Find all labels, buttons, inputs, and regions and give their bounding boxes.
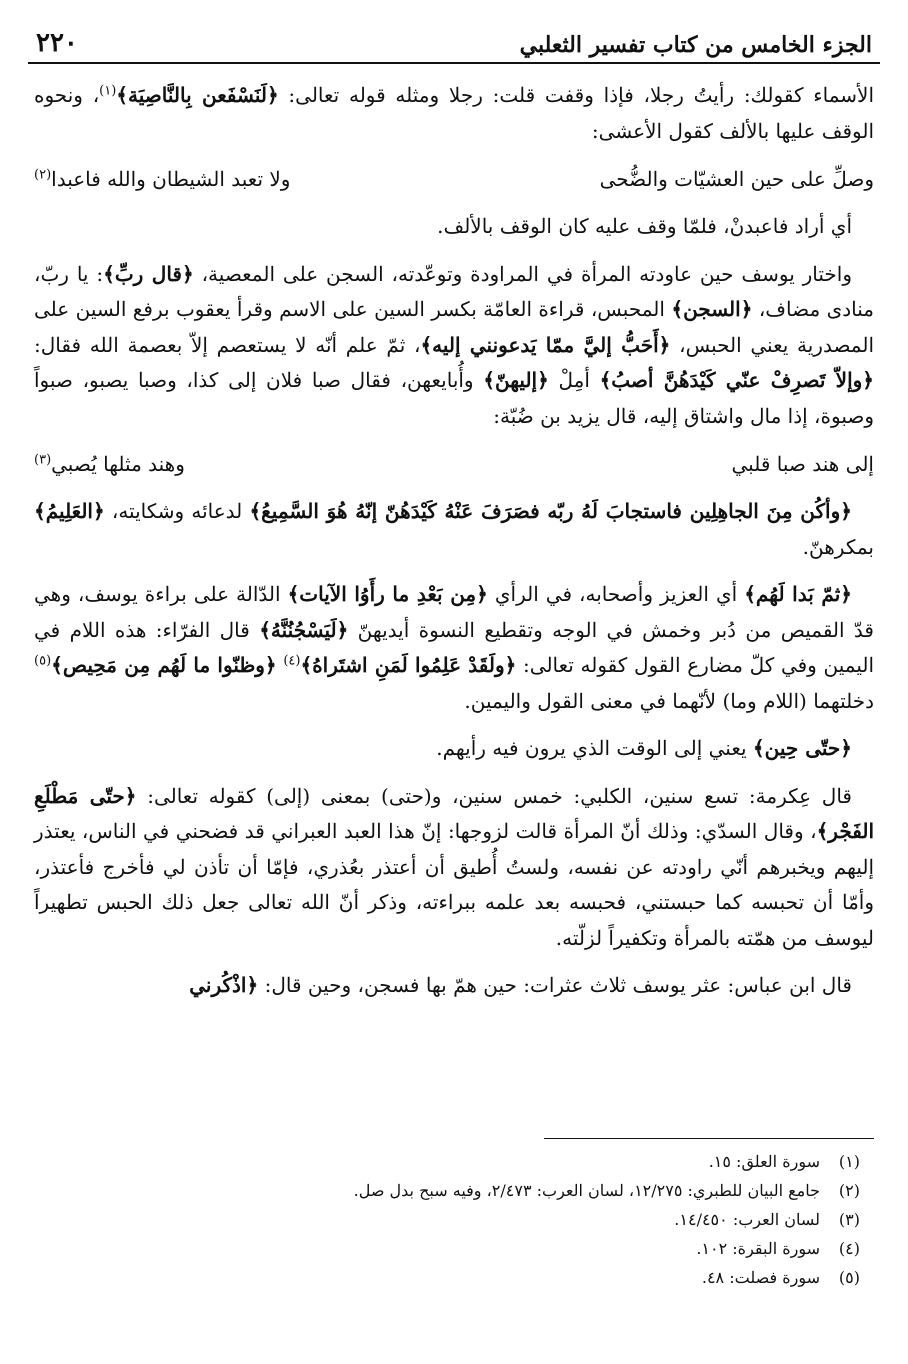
poetry-verse-1 (34, 161, 874, 197)
book-page (28, 16, 880, 1364)
quran-quote: ﴿حتّى مَطْلَعِ الفَجْر﴾ (34, 783, 874, 843)
page-number: ٢٢٠ (36, 28, 78, 58)
text-run: ، وقال السدّي: وذلك أنّ المرأة قالت لزوجها: إنّ هذا العبد العبراني قد فضحني في الناس، يعتذر إليهم ويخبرهم أنّي راودته عن نفسه، ولستُ أُطيق أن أعتذر بعُذري، فإمّا أن تأذن لي فأخرج فأعتذر، وأمّا أن تحبسه كما حبستني، فحبسه بعد علمه ببراءته، وذكر أنّ الله تعالى جعل ذلك الحبس تطهيراً ليوسف من همّته بالمرأة وتكفيراً لزلّته. (34, 819, 874, 950)
quran-quote: ﴿وظنّوا ما لَهُم مِن مَحِيص﴾ (51, 653, 277, 677)
quran-quote: ﴿ولَقَدْ عَلِمُوا لَمَنِ اشتَراهُ﴾ (300, 653, 517, 677)
quran-quote: ﴿ثمّ بَدا لَهُم﴾ (744, 582, 853, 606)
paragraph-8 (34, 968, 874, 1004)
text-run: أمِلْ (548, 368, 600, 392)
quran-quote: ﴿حتّى حِين﴾ (752, 736, 852, 760)
quran-quote: ﴿السجن﴾ (671, 297, 753, 321)
footnote-text: سورة البقرة: ١٠٢. (696, 1239, 820, 1258)
header-title: الجزء الخامس من كتاب تفسير الثعلبي (519, 32, 872, 58)
main-text (28, 64, 880, 1004)
footnote-number: (٤) (838, 1239, 860, 1258)
verse-first-hemistich: وصلِّ على حين العشيّات والضُّحى (599, 167, 874, 191)
verse-text: وهند مثلها يُصبي (51, 452, 185, 476)
quran-quote: ﴿لَنَسْفَعن بِالنَّاصِيَة﴾ (116, 83, 279, 107)
footnote (34, 1234, 874, 1263)
footnote-number: (٥) (838, 1268, 860, 1287)
footnote-ref: (٣) (34, 452, 52, 468)
text-run: ، ونحوه الوقف عليها بالألف كقول الأعشى: (34, 83, 874, 143)
footnote-number: (٣) (838, 1210, 860, 1229)
footnote (34, 1147, 874, 1176)
footnote-number: (١) (838, 1152, 860, 1171)
paragraph-6 (34, 731, 874, 767)
text-run: يعني إلى الوقت الذي يرون فيه رأيهم. (436, 736, 753, 760)
quran-quote: ﴿قال ربِّ﴾ (103, 261, 194, 286)
paragraph-2: أي أراد فاعبدنْ، فلمّا وقف عليه كان الوقف بالألف. (437, 214, 852, 238)
text-run: لدعائه وشكايته، (104, 499, 250, 523)
verse-first-hemistich: إلى هند صبا قلبي (731, 452, 874, 476)
verse-text: ولا تعبد الشيطان والله فاعبدا (51, 167, 291, 191)
quran-quote: ﴿العَلِيمُ﴾ (34, 499, 105, 523)
quran-quote: ﴿اذْكُرني (189, 973, 259, 997)
text-run: وأُبايعهن، فقال صبا فلان إلى كذا، وصبا يصبو، صبواً وصبوة، إذا مال واشتاق إليه، قال يزيد بن ضُبّة: (34, 368, 874, 428)
text-run: الدّالة على براءة يوسف، وهي قدّ القميص من دُبر وخمش في الوجه وتقطيع النسوة أيديهنّ (34, 582, 874, 642)
text-run: دخلتهما (اللام وما) لأنّهما في معنى القول واليمين. (464, 688, 874, 713)
text-run: ، ثمّ علم أنّه لا يستعصم إلاّ بعصمة الله فقال: (34, 332, 421, 357)
footnotes-section (34, 1138, 874, 1292)
footnote-ref: (٤) (283, 653, 301, 669)
footnote-ref: (٥) (34, 653, 52, 669)
quran-quote: ﴿وأكُن مِنَ الجاهِلِين فاستجابَ لَهُ ربّه فصَرَفَ عَنْهُ كَيْدَهُنّ إنّهُ هُوَ السَّمِيعُ﴾ (249, 499, 852, 523)
footnote-text: جامع البيان للطبري: ١٢/٢٧٥، لسان العرب: ٢/٤٧٣، وفيه سبح بدل صل. (353, 1181, 820, 1200)
quran-quote: ﴿وإلاّ تَصرِفْ عنّي كَيْدَهُنَّ أصبُ﴾ (599, 368, 875, 392)
footnote-ref: (٢) (34, 167, 52, 183)
paragraph-5 (34, 577, 874, 719)
text-run: المحبس، قراءة العامّة بكسر السين على الاسم وقرأ يعقوب برفع السين على المصدرية يعني الحبس، (34, 297, 875, 357)
quran-quote: ﴿مِن بَعْدِ ما رأَوُا الآيات﴾ (287, 582, 488, 606)
paragraph-4 (34, 494, 874, 565)
footnote-number: (٢) (838, 1181, 860, 1200)
paragraph-1 (34, 78, 874, 149)
text-run: بمكرهنّ. (802, 534, 874, 559)
paragraph-7 (34, 779, 874, 957)
footnote-text: سورة فصلت: ٤٨. (701, 1268, 820, 1287)
quran-quote: ﴿أَحَبُّ إليَّ ممّا يَدعونني إليه﴾ (420, 332, 671, 357)
text-run: قال عِكرمة: تسع سنين، الكلبي: خمس سنين، و(حتى) بمعنى (إلى) كقوله تعالى: (136, 783, 852, 808)
verse-second-hemistich (34, 161, 290, 197)
quran-quote: ﴿لَيَسْجُنُنَّهُ﴾ (259, 617, 349, 642)
text-run: : يا ربّ، منادى مضاف، (34, 261, 874, 321)
footnote (34, 1205, 874, 1234)
text-run: الأسماء كقولك: رأيتُ رجلا، فإذا وقفت قلت: رجلا ومثله قوله تعالى: (278, 83, 875, 107)
footnote (34, 1176, 874, 1205)
text-run: قال ابن عباس: عثر يوسف ثلاث عثرات: حين همّ بها فسجن، وحين قال: (258, 973, 852, 997)
footnote-text: سورة العلق: ١٥. (708, 1152, 820, 1171)
verse-second-hemistich (34, 446, 185, 482)
footnote-ref: (١) (99, 83, 117, 99)
poetry-verse-2 (34, 446, 874, 482)
running-header (28, 16, 880, 64)
text-run: واختار يوسف حين عاودته المرأة في المراودة وتوعّدته، السجن على المعصية، (193, 261, 852, 286)
footnote (34, 1263, 874, 1292)
text-run: قال الفرّاء: هذه اللام في اليمين وفي كلّ مضارع القول كقوله تعالى: (34, 617, 875, 677)
text-run: أي العزيز وأصحابه، في الرأي (487, 582, 745, 606)
paragraph-3 (34, 257, 874, 435)
footnote-divider (544, 1138, 874, 1139)
footnote-text: لسان العرب: ١٤/٤٥٠. (674, 1210, 820, 1229)
quran-quote: ﴿إليهنّ﴾ (483, 368, 549, 392)
